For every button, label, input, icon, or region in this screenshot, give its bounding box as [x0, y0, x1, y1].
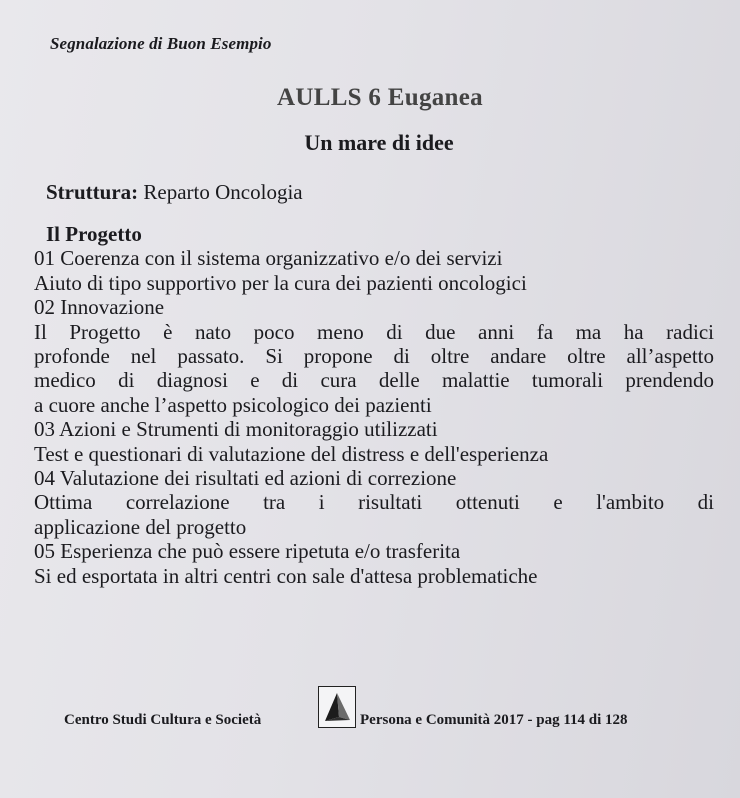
- triangle-logo-icon: [318, 686, 356, 728]
- body-line: a cuore anche l’aspetto psicologico dei pazienti: [34, 392, 432, 417]
- body-line: profonde nel passato. Si propone di oltre andare oltre all’aspetto: [34, 344, 714, 369]
- organization-title: AULLS 6 Euganea: [277, 84, 483, 111]
- page-footer: [64, 708, 704, 740]
- body-line: 02 Innovazione: [34, 295, 165, 320]
- body-line: medico di diagnosi e di cura delle malattie tumorali prendendo: [34, 368, 714, 393]
- struttura-label: Struttura:: [46, 180, 139, 204]
- body-line: Ottima correlazione tra i risultati ottenuti e l'ambito di: [34, 490, 714, 515]
- progetto-heading: Il Progetto: [46, 222, 142, 246]
- body-line: 04 Valutazione dei risultati ed azioni di correzione: [34, 466, 457, 491]
- body-line: Si ed esportata in altri centri con sale d'attesa problematiche: [34, 563, 538, 588]
- body-line: Test e questionari di valutazione del distress e dell'esperienza: [34, 441, 549, 466]
- footer-publisher: Centro Studi Cultura e Società: [64, 712, 262, 728]
- header-note: Segnalazione di Buon Esempio: [50, 34, 272, 53]
- footer-page-info: Persona e Comunità 2017 - pag 114 di 128: [360, 712, 628, 728]
- struttura-line: [46, 180, 303, 205]
- body-line: 01 Coerenza con il sistema organizzativo e/o dei servizi: [34, 246, 503, 271]
- body-line: applicazione del progetto: [34, 514, 247, 539]
- body-line: 03 Azioni e Strumenti di monitoraggio utilizzati: [34, 417, 438, 442]
- project-title: Un mare di idee: [304, 130, 454, 155]
- body-line: 05 Esperienza che può essere ripetuta e/o trasferita: [34, 539, 461, 564]
- body-line: Il Progetto è nato poco meno di due anni fa ma ha radici: [34, 319, 714, 344]
- body-line: Aiuto di tipo supportivo per la cura dei pazienti oncologici: [34, 270, 527, 295]
- struttura-value: Reparto Oncologia: [143, 180, 303, 204]
- project-body: [34, 222, 714, 588]
